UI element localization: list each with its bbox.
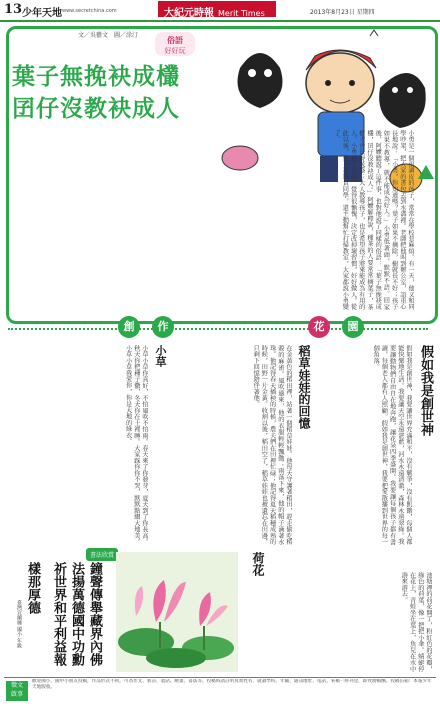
newspaper-logo xyxy=(158,1,276,17)
cloud-scribble xyxy=(370,30,378,36)
monster-eye-right xyxy=(264,69,272,77)
section-char-3: 花 xyxy=(308,316,330,338)
footer-tag xyxy=(6,681,28,701)
paper-name: 大紀元時報 xyxy=(164,8,214,19)
footer-tag-line2: 啟事 xyxy=(10,691,23,698)
poem4-title: 荷花 xyxy=(251,552,265,576)
monster2-eye-left xyxy=(392,87,398,93)
calligraphy-col2: 法揚萬德國中功勳 xyxy=(69,562,84,666)
tag-line2: 好好玩 xyxy=(164,47,186,55)
story-author: 文／吳藝文 圖／涂汀 xyxy=(78,32,139,39)
poem2-title: 稻草娃娃的回憶 xyxy=(297,345,311,429)
boy-eye-left xyxy=(325,80,331,86)
shadow-monster-left xyxy=(238,53,283,108)
footer-tag-line1: 徵文 xyxy=(10,682,23,689)
story-title-text2: 囝仔沒教袂成人 xyxy=(12,96,180,122)
paper-name-en: Merit Times xyxy=(218,9,265,18)
story-title-text1: 葉子無挽袂成欉 xyxy=(12,64,180,90)
shadow-monster-right xyxy=(379,73,426,128)
poem3-title: 小草 xyxy=(154,345,167,367)
page-number: 13 xyxy=(4,2,23,17)
site-url[interactable]: www.secretchina.com xyxy=(62,8,117,14)
calligraphy-badge: 書法欣賞 xyxy=(86,548,118,561)
calligraphy-col1: 鐘聲傳舉藏界內佛 xyxy=(87,562,102,666)
proverb-tag xyxy=(155,32,195,56)
tag-line1: 俗語 xyxy=(167,36,183,45)
boy-eye-right xyxy=(349,80,355,86)
lotus-leaf-3 xyxy=(146,648,206,668)
poem3-body: 小草小草你真好，不怕風吹不怕雨。春天來了你發芽，夏天到了你長高。秋天你把種子撒，冬天你在土裡睡。大家踩你你不哭，默默點綴大地美。小草小草我愛你，你是大地的綠衣。 xyxy=(124,345,148,545)
story-title-line2 xyxy=(12,90,180,123)
poem2-body: 在金黃色的稻田裡，站著一個稻草娃娃。他每天守護著稻田，趕走偷吃稻穀的麻雀。風吹過來，他的衣服輕輕飄動；雨落下來，他的帽子滴著水珠。他記得春天插秧的時候，農夫們在田裡忙碌；他記得夏天稻穗成熟的時候，田野一片金黃。收割以後，稻田空了，稻草娃娃也被遺忘在田邊，只剩下回憶陪伴著他。 xyxy=(252,345,292,545)
section-char-4: 園 xyxy=(342,316,364,338)
poem4-body: 池塘裡的荷花開了，粉紅色的花瓣，綠色的荷葉，像一把把小傘。蜻蜓停在花上，青蛙坐在葉上，魚兒在水中游來游去。 xyxy=(400,572,432,672)
up-arrow-icon xyxy=(418,165,434,179)
monster-eye-left xyxy=(248,69,256,77)
calligraphy-col4: 樣那厚德 xyxy=(25,562,40,614)
lotus-painting xyxy=(116,552,238,672)
section-char-2: 作 xyxy=(152,316,174,338)
issue-date: 2013年8月23日 星期四 xyxy=(310,9,375,16)
boy-face xyxy=(306,53,374,113)
section-name: 少年天地 xyxy=(22,8,62,19)
poem1-title: 假如我是創世神 xyxy=(418,345,433,436)
section-char-1: 創 xyxy=(118,316,140,338)
monster2-eye-right xyxy=(407,87,413,93)
story-body: 小勇是一個很調皮的孩子，常常在學校惹麻煩。有一天，他又和同學吵架，把人家的書包丟到水溝裡。老師把他叫到辦公室，語重心長地說：「小勇，你知道嗎？葉子如果不摘除，樹就長不好；孩子如果不教導，就不能成為好人。」小勇低著頭，默默不語。回家後，阿嬤聽說了這件事，也對他說了同樣的俗語：「葉子無挽袂成欉，囝仔沒教袂成人。」阿嬤解釋說，種茶的人要常常摘葉子，茶樹才會長得茂盛；大人教導孩子，也是希望孩子將來能成為有用的人。小勇聽了以後，覺得很慚愧，決定改掉壞習慣，好好做人。從此以後，他不再欺負同學，還主動幫忙打掃教室，大家都說小勇變了。 xyxy=(333,130,414,310)
footer-text: 歡迎國小、國中小朋友投稿，作品形式不拘，可為作文、新詩、童話、繪畫、書法等。投稿時請註明真實姓名、就讀學校、年級、通訊地址、電話。來稿一經刊登，即致贈稿酬。投稿信箱：本報少年天地版收。 xyxy=(32,679,432,690)
poem1-body: 假如我是創世神，我要讓世界充滿和平，沒有戰爭，沒有飢餓，每個人都能快樂地生活。我要讓天空永遠湛藍，河水永遠清澈，森林永遠翠綠。我要讓動物們自由自在地奔跑，讓花朵四季盛開。我要讓每個孩子都有書讀，每個老人都有人照顧。假如我是創世神，我要把愛散播到世界的每一個角落。 xyxy=(372,345,412,545)
section-divider xyxy=(8,328,428,330)
story-title-line1 xyxy=(12,58,180,91)
calligraphy-signature: 臺灣宜蘭縣 國小 年級 xyxy=(16,600,22,649)
calligraphy-col3: 祈世界和平利益報 xyxy=(51,562,66,666)
